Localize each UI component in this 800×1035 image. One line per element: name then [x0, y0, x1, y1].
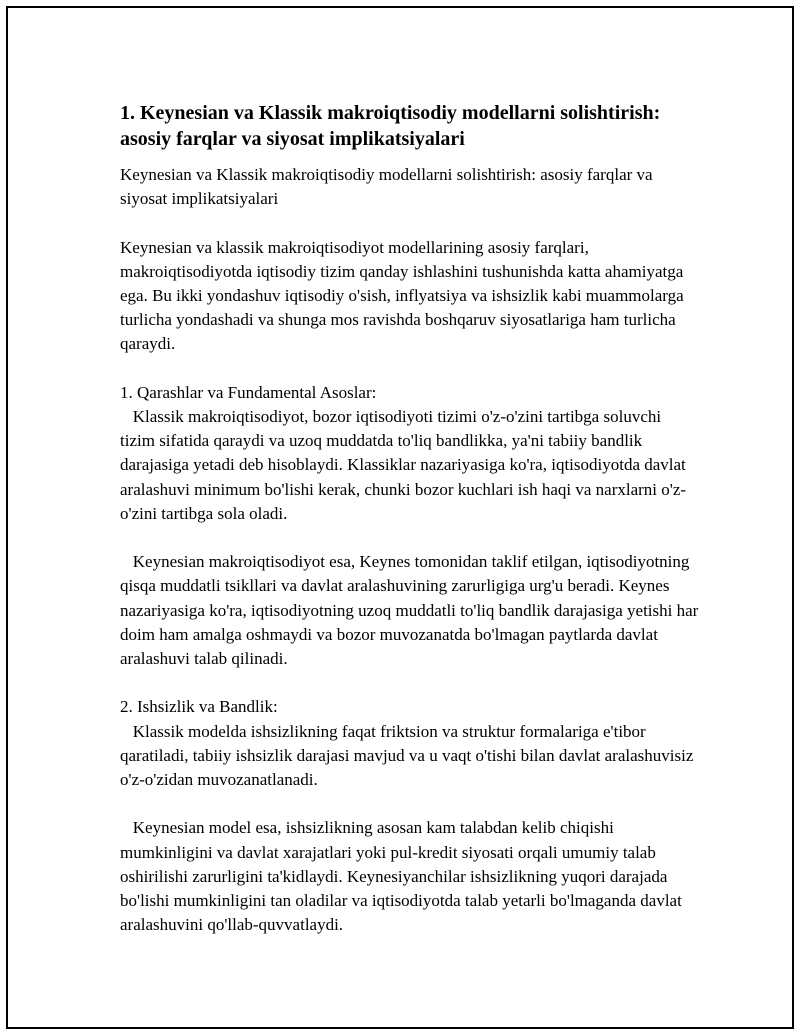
- intro-paragraph: Keynesian va klassik makroiqtisodiyot modellarining asosiy farqlari, makroiqtisodiyotda iqtisodiy tizim qanday ishlashini tushunishda katta ahamiyatga ega. Bu ikki yondashuv iqtisodiy o'sish, inflyatsiya va ishsizlik kabi muammolarga turlicha yondashadi va shunga mos ravishda boshqaruv siyosatlariga ham turlicha qaraydi.: [120, 237, 688, 354]
- document-title: 1. Keynesian va Klassik makroiqtisodiy modellarni solishtirish: asosiy farqlar va siyosat implikatsiyalari: [120, 102, 661, 150]
- section-1-paragraph-1: Klassik makroiqtisodiyot, bozor iqtisodiyoti tizimi o'z-o'zini tartibga soluvchi tizim sifatida qaraydi va uzoq muddatda to'liq bandlikka, ya'ni tabiiy bandlik darajasiga yetadi deb hisoblaydi. Klassiklar nazariyasiga ko'ra, iqtisodiyotda davlat aralashuvi minimum bo'lishi kerak, chunki bozor kuchlari ish haqi va narxlarni o'z-o'zini tartibga sola oladi.: [120, 407, 691, 523]
- page-frame: [6, 6, 794, 1029]
- section-heading-1: 1. Qarashlar va Fundamental Asoslar:: [120, 382, 377, 402]
- section-heading-2: 2. Ishsizlik va Bandlik:: [120, 697, 278, 717]
- section-2-paragraph-1: Klassik modelda ishsizlikning faqat friktsion va struktur formalariga e'tibor qaratiladi, tabiiy ishsizlik darajasi mavjud va u vaqt o'tishi bilan davlat aralashuvisiz o'z-o'zidan muvozanatlanadi.: [120, 721, 698, 790]
- section-1-paragraph-2: Keynesian makroiqtisodiyot esa, Keynes tomonidan taklif etilgan, iqtisodiyotning qisqa muddatli tsikllari va davlat aralashuvining zarurligiga urg'u beradi. Keynes nazariyasiga ko'ra, iqtisodiyotning uzoq muddatli to'liq bandlik darajasiga yetishi har doim ham amalga oshmaydi va bozor muvozanatda bo'lmagan paytlarda davlat aralashuvi talab qilinadi.: [120, 552, 703, 669]
- document-body: [120, 100, 703, 937]
- document-subtitle: Keynesian va Klassik makroiqtisodiy modellarni solishtirish: asosiy farqlar va siyosat implikatsiyalari: [120, 165, 657, 209]
- section-2-paragraph-2: Keynesian model esa, ishsizlikning asosan kam talabdan kelib chiqishi mumkinligini va davlat xarajatlari yoki pul-kredit siyosati orqali umumiy talab oshirilishi zarurligini ta'kidlaydi. Keynesiyanchilar ishsizlikning yuqori darajada bo'lishi mumkinligini tan oladilar va iqtisodiyotda talab yetarli bo'lmaganda davlat aralashuvini qo'llab-quvvatlaydi.: [120, 818, 687, 935]
